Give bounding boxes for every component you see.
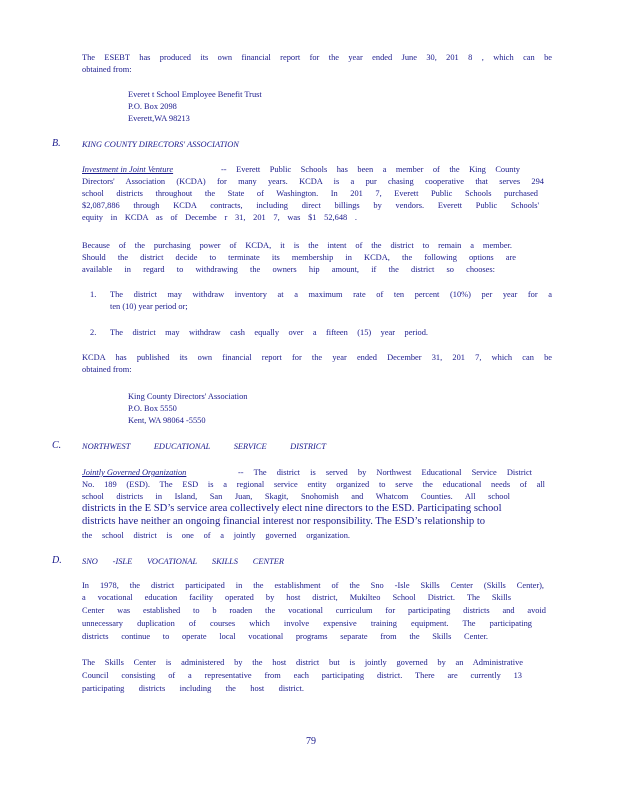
section-d-p2-line-3: participating districts including the host district. <box>82 684 304 693</box>
section-d-p1-line-4: unnecessary duplication of courses which involve expensive training equipment. The participating <box>82 619 532 628</box>
section-b-item-1-number: 1. <box>90 290 97 299</box>
section-d-title: SNO -ISLE VOCATIONAL SKILLS CENTER <box>82 557 284 566</box>
esebt-line-2: obtained from: <box>82 65 132 74</box>
section-b-item-1-line-2: ten (10) year period or; <box>110 302 188 311</box>
section-c-p1-line-5: districts have neither an ongoing financial interest nor responsibility. The ESD’s relationship to <box>82 516 486 527</box>
section-d-p1-line-1: In 1978, the district participated in the establishment of the Sno -Isle Skills Center (Skills Center), <box>82 581 544 590</box>
section-c-p1-line-2: No. 189 (ESD). The ESD is a regional service entity organized to serve the educational needs of all <box>82 480 545 489</box>
section-c-p1-line-1: -- The district is served by Northwest Educational Service District <box>238 468 532 477</box>
section-b-p3-line-2: obtained from: <box>82 365 132 374</box>
section-d-p1-line-2: a vocational education facility operated by host district, Mukilteo School District. The Skills <box>82 593 511 602</box>
section-b-p3-line-1: KCDA has published its own financial report for the year ended December 31, 201 7, which can be <box>82 353 552 362</box>
section-d-p1-line-5: districts continue to operate local vocational programs separate from the Skills Center. <box>82 632 488 641</box>
section-d-letter: D. <box>52 555 62 566</box>
section-b-p2-line-2: Should the district decide to terminate its membership in KCDA, the following options are <box>82 253 516 262</box>
section-b-p1-line-4: $2,087,886 through KCDA contracts, including direct billings by vendors. Everett Public Schools' <box>82 201 539 210</box>
section-b-item-1-line-1: The district may withdraw inventory at a maximum rate of ten percent (10%) per year for a <box>110 290 552 299</box>
section-b-p2-line-3: available in regard to withdrawing the owners hip amount, if the district so chooses: <box>82 265 495 274</box>
section-b-p2-line-1: Because of the purchasing power of KCDA, it is the intent of the district to remain a member. <box>82 241 512 250</box>
section-b-p1-line-1: -- Everett Public Schools has been a member of the King County <box>221 165 520 174</box>
esebt-line-1: The ESEBT has produced its own financial report for the year ended June 30, 201 8 , which can be <box>82 53 552 62</box>
section-c-p1-line-4: districts in the E SD’s service area collectively elect nine directors to the ESD. Participating school <box>82 503 502 514</box>
section-b-item-2-number: 2. <box>90 328 97 337</box>
section-c-p1-line-6: the school district is one of a jointly governed organization. <box>82 531 350 540</box>
section-c-p1-line-3: school districts in Island, San Juan, Skagit, Snohomish and Whatcom Counties. All school <box>82 492 510 501</box>
section-b-letter: B. <box>52 138 61 149</box>
section-c-letter: C. <box>52 440 62 451</box>
page-number: 79 <box>306 736 316 747</box>
kcda-address-line-2: P.O. Box 5550 <box>128 404 177 413</box>
esebt-address-line-3: Everett,WA 98213 <box>128 114 190 123</box>
esebt-address-line-2: P.O. Box 2098 <box>128 102 177 111</box>
section-d-p1-line-3: Center was established to b roaden the vocational curriculum for participating districts and avoid <box>82 606 546 615</box>
section-b-p1-line-2: Directors' Association (KCDA) for many years. KCDA is a pur chasing cooperative that serves 294 <box>82 177 544 186</box>
kcda-address-line-1: King County Directors' Association <box>128 392 248 401</box>
section-b-p1-line-5: equity in KCDA as of Decembe r 31, 201 7, was $1 52,648 . <box>82 213 357 222</box>
kcda-address-line-3: Kent, WA 98064 -5550 <box>128 416 206 425</box>
section-b-lead: Investment in Joint Venture <box>82 165 174 174</box>
section-d-p2-line-2: Council consisting of a representative from each participating district. There are currently 13 <box>82 671 522 680</box>
section-d-p2-line-1: The Skills Center is administered by the host district but is jointly governed by an Administrative <box>82 658 523 667</box>
section-c-lead: Jointly Governed Organization <box>82 468 187 477</box>
esebt-address-line-1: Everet t School Employee Benefit Trust <box>128 90 262 99</box>
section-b-item-2: The district may withdraw cash equally over a fifteen (15) year period. <box>110 328 428 337</box>
section-b-p1-line-3: school districts throughout the State of Washington. In 201 7, Everett Public Schools purchased <box>82 189 538 198</box>
section-c-title: NORTHWEST EDUCATIONAL SERVICE DISTRICT <box>82 442 326 451</box>
section-b-title: KING COUNTY DIRECTORS' ASSOCIATION <box>82 140 239 149</box>
